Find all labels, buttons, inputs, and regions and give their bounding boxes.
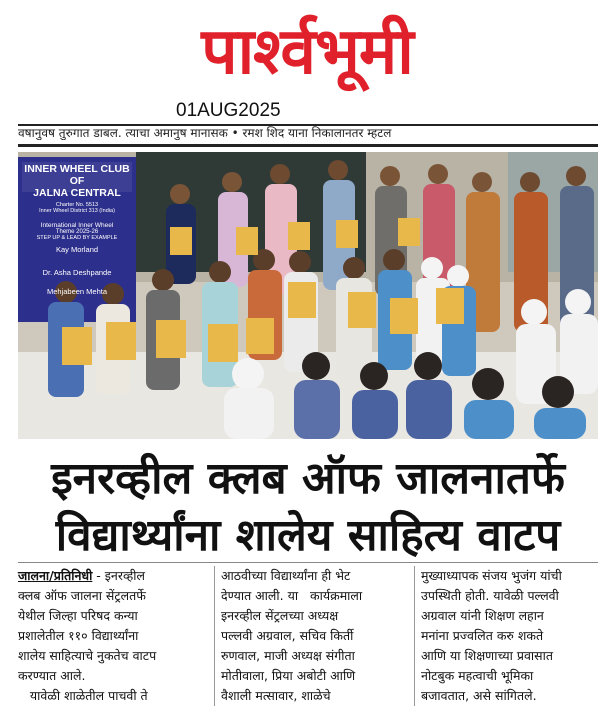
banner-name-2: Dr. Asha Deshpande (42, 268, 112, 277)
banner-theme: Theme 2025-26 (55, 229, 99, 235)
banner-subtitle: JALNA CENTRAL (33, 187, 121, 199)
article-line: देण्यात आली. या कार्यक्रमाला (221, 588, 363, 603)
banner-title: INNER WHEEL CLUB OF (24, 163, 130, 187)
article-line: मनांना प्रज्वलित करु शकते (421, 628, 544, 643)
article-body (18, 566, 598, 712)
article-column-3 (414, 566, 605, 706)
banner-international: International Inner Wheel (40, 222, 114, 229)
issue-date: 01AUG2025 (176, 100, 281, 121)
article-column-2 (214, 566, 415, 706)
newspaper-logo: पार्श्वभूमी (201, 14, 413, 89)
banner-text (18, 157, 136, 322)
headline-line-2: विद्यार्थ्यांना शालेय साहित्य वाटप (55, 510, 561, 561)
article-line: प्रशालेतील ११० विद्यार्थ्यांना (18, 628, 139, 643)
banner-name-3: Mehjabeen Mehta (46, 287, 108, 296)
banner-slogan: STEP UP & LEAD BY EXAMPLE (36, 235, 118, 241)
article-line: शालेय साहित्याचे नुकतेच वाटप (18, 648, 157, 663)
news-photo (18, 152, 598, 439)
banner-district: Inner Wheel District 313 (India) (39, 208, 115, 214)
previous-article-strip: वषानुवष तुरुगात डाबल. त्याचा अमानुष मानासक • रमश शिद याना निकालानतर म्हटल (18, 126, 392, 140)
article-line: इनरव्हील सेंट्रलच्या अध्यक्ष (221, 608, 339, 623)
article-line: नोटबुक महत्वाची भूमिका (421, 668, 534, 683)
article-line: उपस्थिती होती. यावेळी पल्लवी (421, 588, 559, 603)
article-line: आणि या शिक्षणाच्या प्रवासात (421, 648, 553, 663)
headline-line-1: इनरव्हील क्लब ऑफ जालनातर्फे (51, 453, 565, 504)
article-line: येथील जिल्हा परिषद कन्या (18, 608, 138, 623)
article-line: बजावतात, असे सांगितले. (421, 688, 537, 703)
article-line: पल्लवी अग्रवाल, सचिव किर्ती (221, 628, 354, 643)
headline-rule (18, 562, 598, 563)
article-line: आठवीच्या विद्यार्थ्यांना ही भेट (221, 568, 351, 583)
article-line: अग्रवाल यांनी शिक्षण लहान (421, 608, 544, 623)
article-line: क्लब ऑफ जालना सेंट्रलतर्फे (18, 588, 146, 603)
article-line: वैशाली मत्सावार, शाळेचे (221, 688, 331, 703)
article-line: यावेळी शाळेतील पाचवी ते (18, 688, 148, 703)
article-line: मोतीवाला, प्रिया अबोटी आणि (221, 668, 356, 683)
article-line: करण्यात आले. (18, 668, 86, 683)
masthead (0, 0, 614, 95)
article-column-1 (18, 566, 208, 706)
article-line: रुणवाल, माजी अध्यक्ष संगीता (221, 648, 355, 663)
dateline: जालना/प्रतिनिधी (18, 568, 93, 583)
banner-name-1: Kay Morland (55, 245, 99, 254)
banner-charter: Charter No. 5513 (55, 202, 99, 208)
article-line: मुख्याध्यापक संजय भुजंग यांची (421, 568, 562, 583)
article-line: जालना/प्रतिनिधी - इनरव्हील (18, 568, 145, 583)
section-rule (18, 144, 598, 147)
